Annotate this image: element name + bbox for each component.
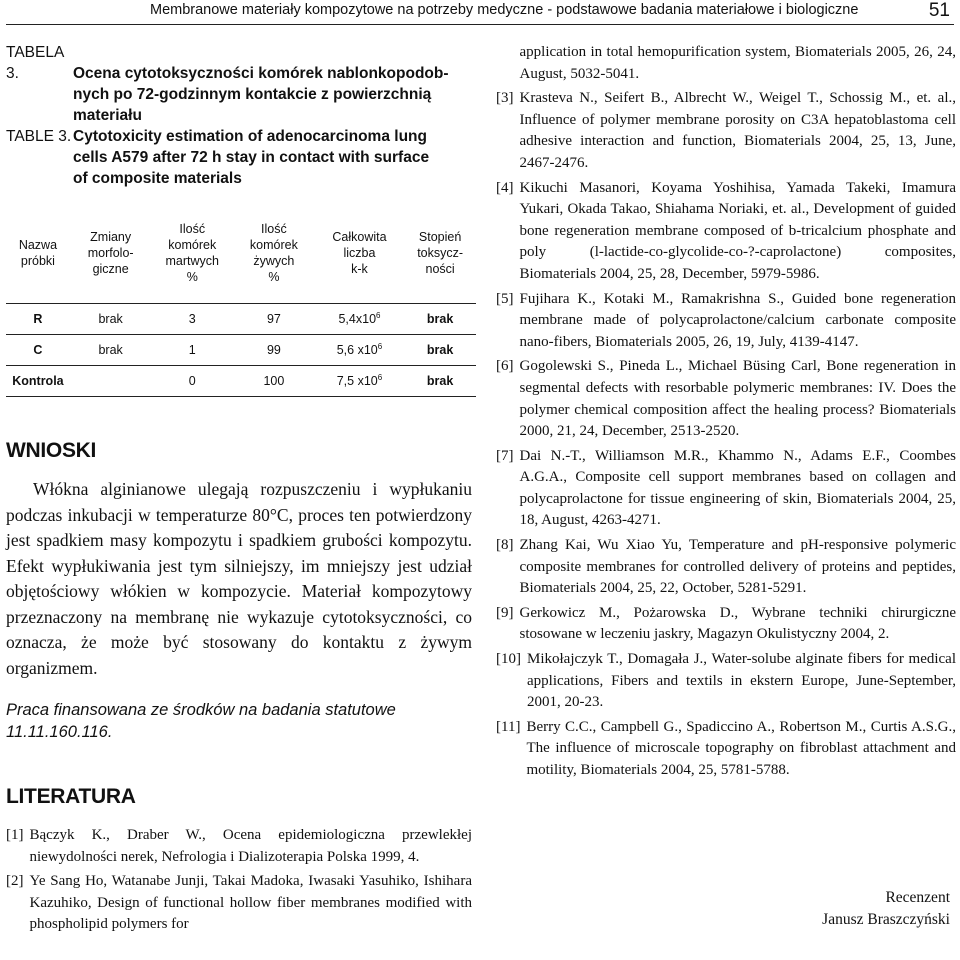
header-divider bbox=[6, 24, 954, 25]
cell-total: 7,5 $x10^6$ bbox=[315, 366, 405, 397]
cell-dead: 1 bbox=[151, 335, 233, 366]
table-row bbox=[6, 335, 476, 366]
reference-item: [8] Zhang Kai, Wu Xiao Yu, Temperature and pH-responsive polymeric composite membranes for controlled delivery of proteins and peptides, Biomaterials 2004, 25, 22, October, 5281-5291. bbox=[496, 537, 956, 597]
col-header-toxicity: Stopień toksycz- ności bbox=[404, 203, 476, 304]
cell-alive: 100 bbox=[233, 366, 315, 397]
cell-morphology bbox=[70, 366, 152, 397]
reference-item: [5] Fujihara K., Kotaki M., Ramakrishna S., Guided bone regeneration membrane made of polycaprolactone/calcium carbonate composite nano-fibers, Biomaterials 2005, 26, 19, July, 4139-4147. bbox=[496, 290, 956, 350]
page-number: 51 bbox=[928, 0, 950, 21]
right-column bbox=[496, 42, 956, 785]
running-title: Membranowe materiały kompozytowe na potrzeby medyczne - podstawowe badania materiałowe i biologiczne bbox=[150, 2, 859, 18]
cell-toxicity: brak bbox=[404, 304, 476, 335]
reference-item: [2] Ye Sang Ho, Watanabe Junji, Takai Madoka, Iwasaki Yasuhiko, Ishihara Kazuhiko, Design of functional hollow fiber membranes modified with phospholipid polymers for bbox=[6, 873, 472, 932]
reference-list-left bbox=[6, 825, 472, 936]
table-header-row bbox=[6, 203, 476, 304]
reviewer-name: Janusz Braszczyński bbox=[822, 911, 950, 928]
reference-item: [6] Gogolewski S., Pineda L., Michael Büsing Carl, Bone regeneration in segmental defects with resorbable polymeric membranes: IV. Does the polymer chemical composition affect the healing process? Biomaterials 2000, 21, 24, December, 2513-2520. bbox=[496, 358, 956, 440]
conclusions-paragraph: Włókna alginianowe ulegają rozpuszczeniu i wypłukaniu podczas inkubacji w temperaturze 80°C, proces ten potwierdzony jest spadkiem masy kompozytu i spadkiem grubości kompozytu. Efekt wypłukiwania jest tym silniejszy, im mniejszy jest udział objętościowy włókien w kompozycie. Materiał kompozytowy przeznaczony na membranę nie wykazuje cytotoksyczności, co oznacza, że może być stosowany do kontaktu z żywym organizmem. bbox=[6, 479, 472, 678]
caption-en-line: cells A579 after 72 h stay in contact with surface bbox=[73, 149, 430, 166]
caption-pl-line: materiału bbox=[73, 107, 142, 124]
reference-item: [3] Krasteva N., Seifert B., Albrecht W., Weigel T., Schossig M., et. al., Influence of polymer membrane porosity on C3A hepatoblastoma cell adhesive interaction and function, Biomaterials 2004, 25, 13, June, 2467-2476. bbox=[496, 90, 956, 171]
reference-item: [7] Dai N.-T., Williamson M.R., Khammo N., Adams E.F., Coombes A.G.A., Composite cell support membranes based on collagen and polycaprolactone for tissue engineering of skin, Biomaterials 2004, 25, 18, August, 4263-4271. bbox=[496, 447, 956, 529]
caption-en-line: Cytotoxicity estimation of adenocarcinoma lung bbox=[73, 128, 427, 145]
cell-dead: 3 bbox=[151, 304, 233, 335]
reviewer-block bbox=[822, 887, 950, 931]
caption-en-line: of composite materials bbox=[73, 170, 242, 187]
table-row bbox=[6, 366, 476, 397]
col-header-total-count: Całkowita liczba k-k bbox=[315, 203, 405, 304]
cell-total: $5,4x10^6$ bbox=[315, 304, 405, 335]
reference-item: [1] Bączyk K., Draber W., Ocena epidemiologiczna przewlekłej niewydolności nerek, Nefrologia i Dializoterapia Polska 1999, 4. bbox=[6, 827, 472, 865]
literature-heading: LITERATURA bbox=[6, 785, 136, 808]
reviewer-label: Recenzent bbox=[885, 889, 950, 906]
caption-label-pl: TABELA 3. bbox=[6, 44, 64, 82]
conclusions-heading: WNIOSKI bbox=[6, 439, 97, 462]
left-column bbox=[6, 42, 472, 939]
reference-item: [10] Mikołajczyk T., Domagała J., Water-solube alginate fibers for medical applications, Fibers and textils in ekstern Europe, June-September, 2001, 20-23. bbox=[496, 651, 956, 711]
page-header bbox=[0, 0, 960, 28]
funding-note: Praca finansowana ze środków na badania statutowe 11.11.160.116. bbox=[6, 701, 396, 741]
reference-item: [9] Gerkowicz M., Pożarowska D., Wybrane techniki chirurgiczne stosowane w leczeniu jaskry, Magazyn Okulistyczny 2004, 2. bbox=[496, 604, 956, 643]
col-header-live-cells: Ilość komórek żywych % bbox=[233, 203, 315, 304]
cell-sample-name: R bbox=[6, 304, 70, 335]
caption-pl-line: Ocena cytotoksyczności komórek nablonkopodob- bbox=[73, 65, 449, 82]
reference-item: [11] Berry C.C., Campbell G., Spadiccino A., Robertson M., Curtis A.S.G., The influence of microscale topography on fibroblast attachment and motility, Biomaterials 2004, 25, 5781-5788. bbox=[496, 718, 956, 778]
cell-toxicity: brak bbox=[404, 366, 476, 397]
cell-dead: 0 bbox=[151, 366, 233, 397]
table-caption bbox=[6, 42, 472, 189]
cell-sample-name: C bbox=[6, 335, 70, 366]
reference-continuation: application in total hemopurification system, Biomaterials 2005, 26, 24, August, 5032-5041. bbox=[519, 44, 956, 82]
reference-item: [4] Kikuchi Masanori, Koyama Yoshihisa, Yamada Takeki, Imamura Yukari, Okada Takao, Shiahama Noriaki, et. al., Development of guided bone regeneration membrane composed of b-tricalcium phosphate and poly (l-lactide-co-glycolide-co-?-caprolactone) composites, Biomaterials 2004, 25, 28, December, 5979-5986. bbox=[496, 179, 956, 282]
cell-toxicity: brak bbox=[404, 335, 476, 366]
col-header-dead-cells: Ilość komórek martwych % bbox=[151, 203, 233, 304]
cell-morphology: brak bbox=[70, 335, 152, 366]
caption-pl-line: nych po 72-godzinnym kontakcie z powierzchnią bbox=[73, 86, 432, 103]
caption-label-en: TABLE 3. bbox=[6, 128, 72, 145]
cell-alive: 97 bbox=[233, 304, 315, 335]
col-header-sample-name: Nazwa próbki bbox=[6, 203, 70, 304]
cell-alive: 99 bbox=[233, 335, 315, 366]
col-header-morphology: Zmiany morfolo- giczne bbox=[70, 203, 152, 304]
cell-morphology: brak bbox=[70, 304, 152, 335]
table-row bbox=[6, 304, 476, 335]
cytotoxicity-table bbox=[6, 203, 476, 397]
cell-sample-name: Kontrola bbox=[6, 366, 70, 397]
cell-total: 5,6 $x10^6$ bbox=[315, 335, 405, 366]
